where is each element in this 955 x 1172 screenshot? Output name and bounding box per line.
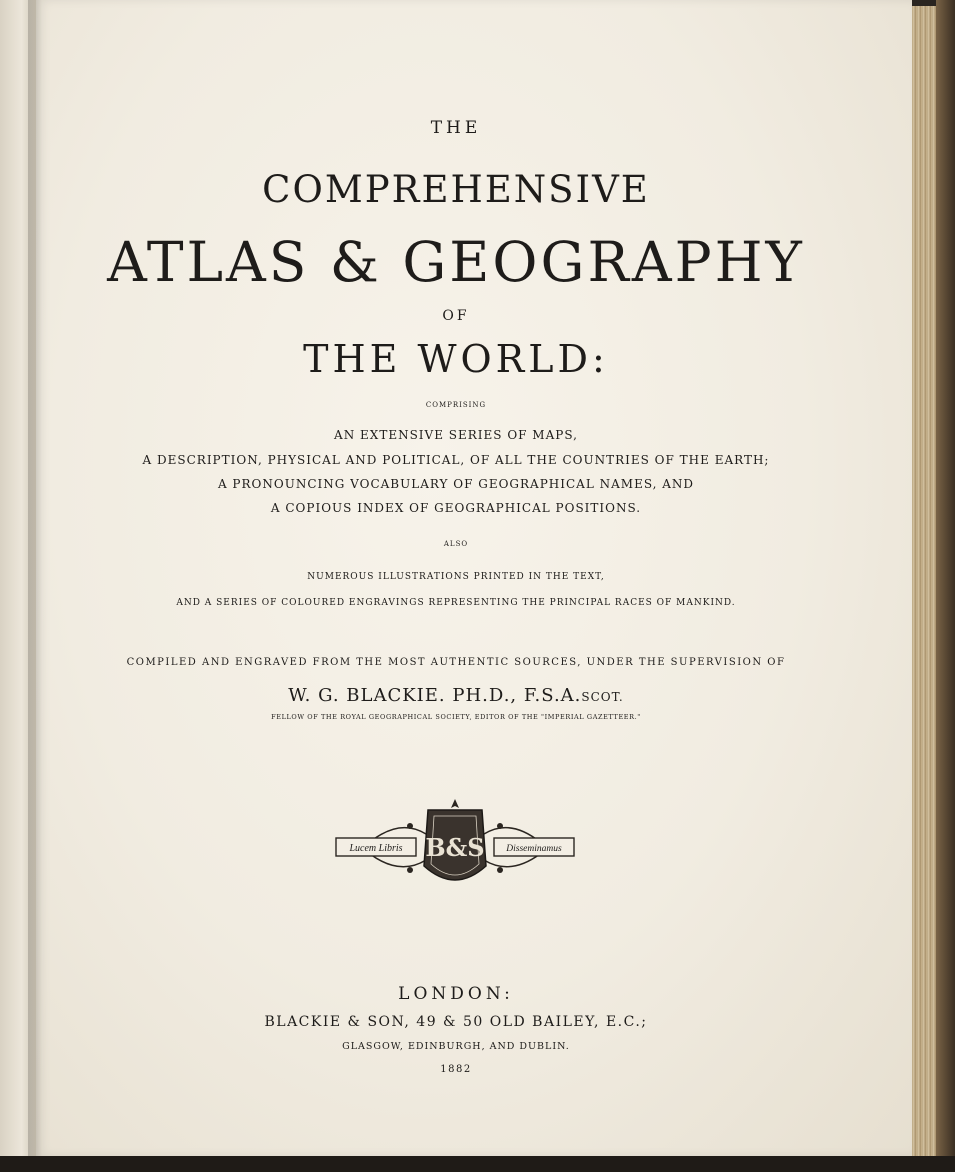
author-scot: SCOT.: [581, 690, 624, 704]
illustration-line: NUMEROUS ILLUSTRATIONS PRINTED IN THE TEXT,: [307, 572, 605, 582]
imprint-publisher: BLACKIE & SON, 49 & 50 OLD BAILEY, E.C.;: [264, 1014, 648, 1030]
illustration-line: AND A SERIES OF COLOURED ENGRAVINGS REPRESENTING THE PRINCIPAL RACES OF MANKIND.: [176, 598, 736, 608]
title-the-world: THE WORLD:: [303, 337, 609, 381]
compiled-statement: COMPILED AND ENGRAVED FROM THE MOST AUTHENTIC SOURCES, UNDER THE SUPERVISION OF: [126, 657, 786, 668]
subtitle-line: AN EXTENSIVE SERIES OF MAPS,: [334, 428, 578, 442]
author-degree: PH.D., F.S.A.: [452, 685, 582, 706]
bottom-shadow: [0, 1156, 955, 1172]
also-label: ALSO: [443, 540, 469, 548]
book-cover-edge: [936, 0, 955, 1172]
author-affiliation: FELLOW OF THE ROYAL GEOGRAPHICAL SOCIETY, EDITOR OF THE "IMPERIAL GAZETTEER.": [271, 713, 641, 721]
comprising-label: COMPRISING: [425, 401, 487, 409]
subtitle-line: A PRONOUNCING VOCABULARY OF GEOGRAPHICAL NAMES, AND: [217, 477, 695, 491]
title-the: THE: [430, 118, 482, 138]
publisher-monogram-emblem: [330, 796, 580, 896]
emblem-monogram: B&S: [425, 833, 485, 862]
emblem-motto-left: Lucem Libris: [349, 843, 403, 854]
imprint-cities: GLASGOW, EDINBURGH, AND DUBLIN.: [342, 1041, 570, 1052]
author-name: W. G. BLACKIE.: [288, 685, 453, 706]
subtitle-line: A DESCRIPTION, PHYSICAL AND POLITICAL, OF ALL THE COUNTRIES OF THE EARTH;: [142, 453, 770, 467]
author-line: [36, 685, 876, 706]
imprint-year: 1882: [440, 1064, 472, 1075]
title-comprehensive: COMPREHENSIVE: [262, 168, 650, 211]
imprint-city: LONDON:: [398, 984, 514, 1004]
emblem-motto-right: Disseminamus: [506, 844, 562, 854]
title-of: OF: [442, 308, 470, 324]
subtitle-line: A COPIOUS INDEX OF GEOGRAPHICAL POSITIONS.: [270, 501, 642, 515]
title-atlas-geography: ATLAS & GEOGRAPHY: [107, 230, 805, 294]
